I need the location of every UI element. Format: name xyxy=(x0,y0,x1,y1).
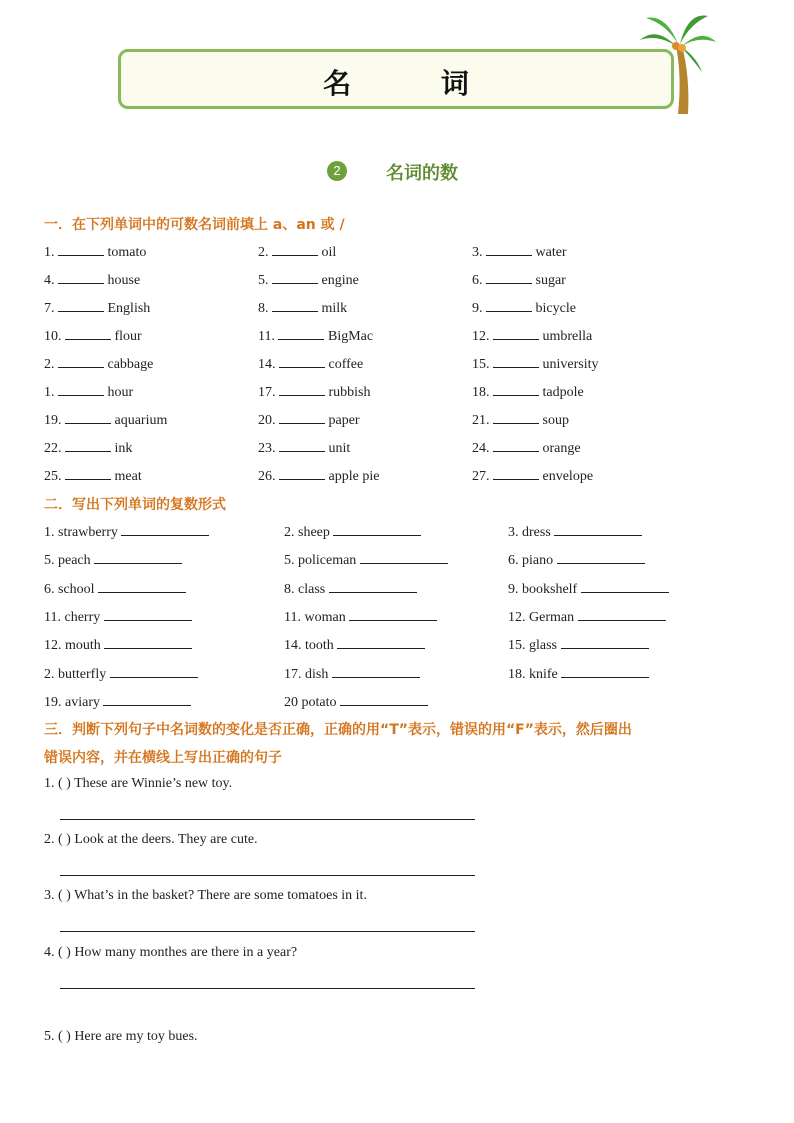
answer-blank[interactable] xyxy=(110,665,198,678)
item-word: envelope xyxy=(539,469,594,484)
item-word: water xyxy=(532,245,567,260)
section2-item xyxy=(508,580,669,598)
section2-item xyxy=(44,580,186,598)
section1-item xyxy=(472,467,593,485)
answer-blank[interactable] xyxy=(94,551,182,564)
item-number: 19. xyxy=(44,413,65,428)
answer-line[interactable] xyxy=(60,819,475,820)
answer-blank[interactable] xyxy=(340,693,428,706)
item-word: bicycle xyxy=(532,301,576,316)
section2-item xyxy=(44,665,198,683)
section1-item xyxy=(258,271,359,289)
item-word: 11. woman xyxy=(284,609,350,625)
section1-item xyxy=(44,383,133,401)
answer-blank[interactable] xyxy=(65,439,111,452)
item-number: 3. xyxy=(472,245,486,260)
answer-blank[interactable] xyxy=(279,439,325,452)
item-number: 1. xyxy=(44,245,58,260)
section2-item xyxy=(44,608,192,626)
item-number: 25. xyxy=(44,469,65,484)
item-word: 5. peach xyxy=(44,553,95,569)
title-banner xyxy=(118,49,674,109)
section2-item xyxy=(284,608,437,626)
answer-blank[interactable] xyxy=(578,608,666,621)
section1-item xyxy=(44,327,142,345)
answer-line[interactable] xyxy=(60,875,475,876)
item-word: tadpole xyxy=(539,385,584,400)
item-word: soup xyxy=(539,413,569,428)
item-word: 17. dish xyxy=(284,666,332,682)
answer-blank[interactable] xyxy=(278,327,324,340)
answer-blank[interactable] xyxy=(58,383,104,396)
item-word: unit xyxy=(325,441,351,456)
item-word: 8. class xyxy=(284,581,329,597)
answer-line[interactable] xyxy=(60,988,475,989)
item-number: 24. xyxy=(472,441,493,456)
section2-item xyxy=(508,523,642,541)
section1-item xyxy=(258,439,350,457)
answer-blank[interactable] xyxy=(121,523,209,536)
item-number: 27. xyxy=(472,469,493,484)
item-word: orange xyxy=(539,441,581,456)
subtitle: 名词的数 xyxy=(386,163,458,184)
answer-blank[interactable] xyxy=(65,467,111,480)
section1-item xyxy=(472,383,584,401)
answer-blank[interactable] xyxy=(104,608,192,621)
answer-blank[interactable] xyxy=(272,271,318,284)
item-number: 9. xyxy=(472,301,486,316)
section1-item xyxy=(258,355,363,373)
item-word: 2. butterfly xyxy=(44,666,110,682)
section1-item xyxy=(258,467,379,485)
section2-item xyxy=(284,580,417,598)
item-number: 6. xyxy=(472,273,486,288)
answer-blank[interactable] xyxy=(279,467,325,480)
section1-heading: 一．在下列单词中的可数名词前填上 a、an 或 / xyxy=(44,217,345,233)
item-number: 15. xyxy=(472,357,493,372)
answer-blank[interactable] xyxy=(58,355,104,368)
item-word: 18. knife xyxy=(508,666,562,682)
item-number: 8. xyxy=(258,301,272,316)
section1-item xyxy=(44,467,142,485)
item-word: 12. German xyxy=(508,609,578,625)
section1-item xyxy=(258,243,336,261)
item-word: 1. strawberry xyxy=(44,525,122,540)
page-title: 名 词 xyxy=(323,67,509,100)
answer-blank[interactable] xyxy=(272,243,318,256)
answer-line[interactable] xyxy=(60,931,475,932)
answer-blank[interactable] xyxy=(279,383,325,396)
answer-blank[interactable] xyxy=(486,299,532,312)
item-word: 12. mouth xyxy=(44,638,105,654)
section2-item xyxy=(284,665,420,683)
section2-item xyxy=(44,551,182,569)
answer-blank[interactable] xyxy=(103,693,191,706)
answer-blank[interactable] xyxy=(65,411,111,424)
answer-blank[interactable] xyxy=(65,327,111,340)
answer-blank[interactable] xyxy=(493,327,539,340)
item-number: 7. xyxy=(44,301,58,316)
answer-blank[interactable] xyxy=(58,271,104,284)
item-number: 20. xyxy=(258,413,279,428)
answer-blank[interactable] xyxy=(104,636,192,649)
item-word: ink xyxy=(111,441,133,456)
item-word: 6. piano xyxy=(508,553,557,569)
item-word: rubbish xyxy=(325,385,371,400)
answer-blank[interactable] xyxy=(493,467,539,480)
item-number: 22. xyxy=(44,441,65,456)
answer-blank[interactable] xyxy=(98,580,186,593)
section1-item xyxy=(258,411,360,429)
item-number: 5. xyxy=(258,273,272,288)
item-word: coffee xyxy=(325,357,364,372)
section2-item xyxy=(44,693,191,711)
section2-item xyxy=(284,551,448,569)
section2-item xyxy=(284,693,428,711)
section2-item xyxy=(508,665,649,683)
item-number: 14. xyxy=(258,357,279,372)
answer-blank[interactable] xyxy=(333,523,421,536)
section1-item xyxy=(44,439,132,457)
answer-blank[interactable] xyxy=(493,355,539,368)
item-word: 20 potato xyxy=(284,694,340,710)
section1-item xyxy=(44,243,146,261)
section-number-badge: 2 xyxy=(327,161,347,181)
answer-blank[interactable] xyxy=(329,580,417,593)
item-word: meat xyxy=(111,469,142,484)
item-word: 9. bookshelf xyxy=(508,581,581,597)
section2-item xyxy=(284,523,421,541)
item-number: 4. xyxy=(44,273,58,288)
item-word: English xyxy=(104,301,151,316)
item-word: house xyxy=(104,273,141,288)
item-word: university xyxy=(539,357,599,372)
item-number: 10. xyxy=(44,329,65,344)
item-word: 3. dress xyxy=(508,525,555,540)
answer-blank[interactable] xyxy=(493,439,539,452)
item-word: apple pie xyxy=(325,469,380,484)
section1-item xyxy=(472,271,566,289)
answer-blank[interactable] xyxy=(486,243,532,256)
item-number: 18. xyxy=(472,385,493,400)
answer-blank[interactable] xyxy=(493,411,539,424)
item-number: 2. xyxy=(44,357,58,372)
section2-item xyxy=(44,636,192,654)
answer-blank[interactable] xyxy=(486,271,532,284)
section1-item xyxy=(258,327,373,345)
section1-item xyxy=(44,271,140,289)
section3-sentence: 5. ( ) Here are my toy bues. xyxy=(44,1029,198,1044)
item-number: 23. xyxy=(258,441,279,456)
answer-blank[interactable] xyxy=(360,551,448,564)
section3-sentence: 4. ( ) How many monthes are there in a year? xyxy=(44,945,298,960)
section3-sentence: 1. ( ) These are Winnie’s new toy. xyxy=(44,776,233,791)
item-number: 17. xyxy=(258,385,279,400)
section1-item xyxy=(44,411,167,429)
item-word: oil xyxy=(318,245,337,260)
section2-item xyxy=(284,636,425,654)
item-number: 12. xyxy=(472,329,493,344)
answer-blank[interactable] xyxy=(561,665,649,678)
item-word: milk xyxy=(318,301,348,316)
section3-heading-line2: 错误内容，并在横线上写出正确的句子 xyxy=(44,750,282,766)
item-word: sugar xyxy=(532,273,566,288)
item-word: 5. policeman xyxy=(284,553,360,569)
item-word: hour xyxy=(104,385,134,400)
answer-blank[interactable] xyxy=(279,355,325,368)
answer-blank[interactable] xyxy=(581,580,669,593)
item-word: 6. school xyxy=(44,581,99,597)
section3-sentence: 2. ( ) Look at the deers. They are cute. xyxy=(44,832,258,847)
item-word: umbrella xyxy=(539,329,593,344)
answer-blank[interactable] xyxy=(279,411,325,424)
section1-item xyxy=(258,383,371,401)
item-word: tomato xyxy=(104,245,147,260)
section1-item xyxy=(472,243,567,261)
item-number: 2. xyxy=(258,245,272,260)
section1-item xyxy=(472,439,581,457)
answer-blank[interactable] xyxy=(561,636,649,649)
answer-blank[interactable] xyxy=(332,665,420,678)
item-number: 1. xyxy=(44,385,58,400)
item-word: 14. tooth xyxy=(284,638,338,654)
answer-blank[interactable] xyxy=(554,523,642,536)
section3-sentence: 3. ( ) What’s in the basket? There are some tomatoes in it. xyxy=(44,888,367,903)
answer-blank[interactable] xyxy=(272,299,318,312)
section2-item xyxy=(44,523,209,541)
section1-item xyxy=(472,355,599,373)
item-word: 19. aviary xyxy=(44,694,104,710)
answer-blank[interactable] xyxy=(58,243,104,256)
section1-item xyxy=(472,299,576,317)
section1-item xyxy=(472,327,592,345)
section1-item xyxy=(472,411,569,429)
section2-item xyxy=(508,636,649,654)
section1-item xyxy=(258,299,347,317)
section2-heading: 二．写出下列单词的复数形式 xyxy=(44,497,226,513)
answer-blank[interactable] xyxy=(349,608,437,621)
answer-blank[interactable] xyxy=(557,551,645,564)
item-number: 26. xyxy=(258,469,279,484)
item-number: 11. xyxy=(258,329,279,344)
item-word: paper xyxy=(325,413,360,428)
item-number: 21. xyxy=(472,413,493,428)
item-word: 15. glass xyxy=(508,638,561,654)
section1-item xyxy=(44,299,150,317)
section1-item xyxy=(44,355,153,373)
answer-blank[interactable] xyxy=(58,299,104,312)
item-word: engine xyxy=(318,273,359,288)
section3-heading-line1: 三．判断下列句子中名词数的变化是否正确，正确的用“T”表示，错误的用“F”表示，然后圈出 xyxy=(44,722,632,738)
answer-blank[interactable] xyxy=(493,383,539,396)
palm-tree-icon xyxy=(636,6,716,114)
answer-blank[interactable] xyxy=(337,636,425,649)
item-word: cabbage xyxy=(104,357,154,372)
item-word: 2. sheep xyxy=(284,525,334,540)
item-word: aquarium xyxy=(111,413,168,428)
section2-item xyxy=(508,608,666,626)
section2-item xyxy=(508,551,645,569)
item-word: flour xyxy=(111,329,142,344)
item-word: BigMac xyxy=(324,329,374,344)
item-word: 11. cherry xyxy=(44,609,104,625)
